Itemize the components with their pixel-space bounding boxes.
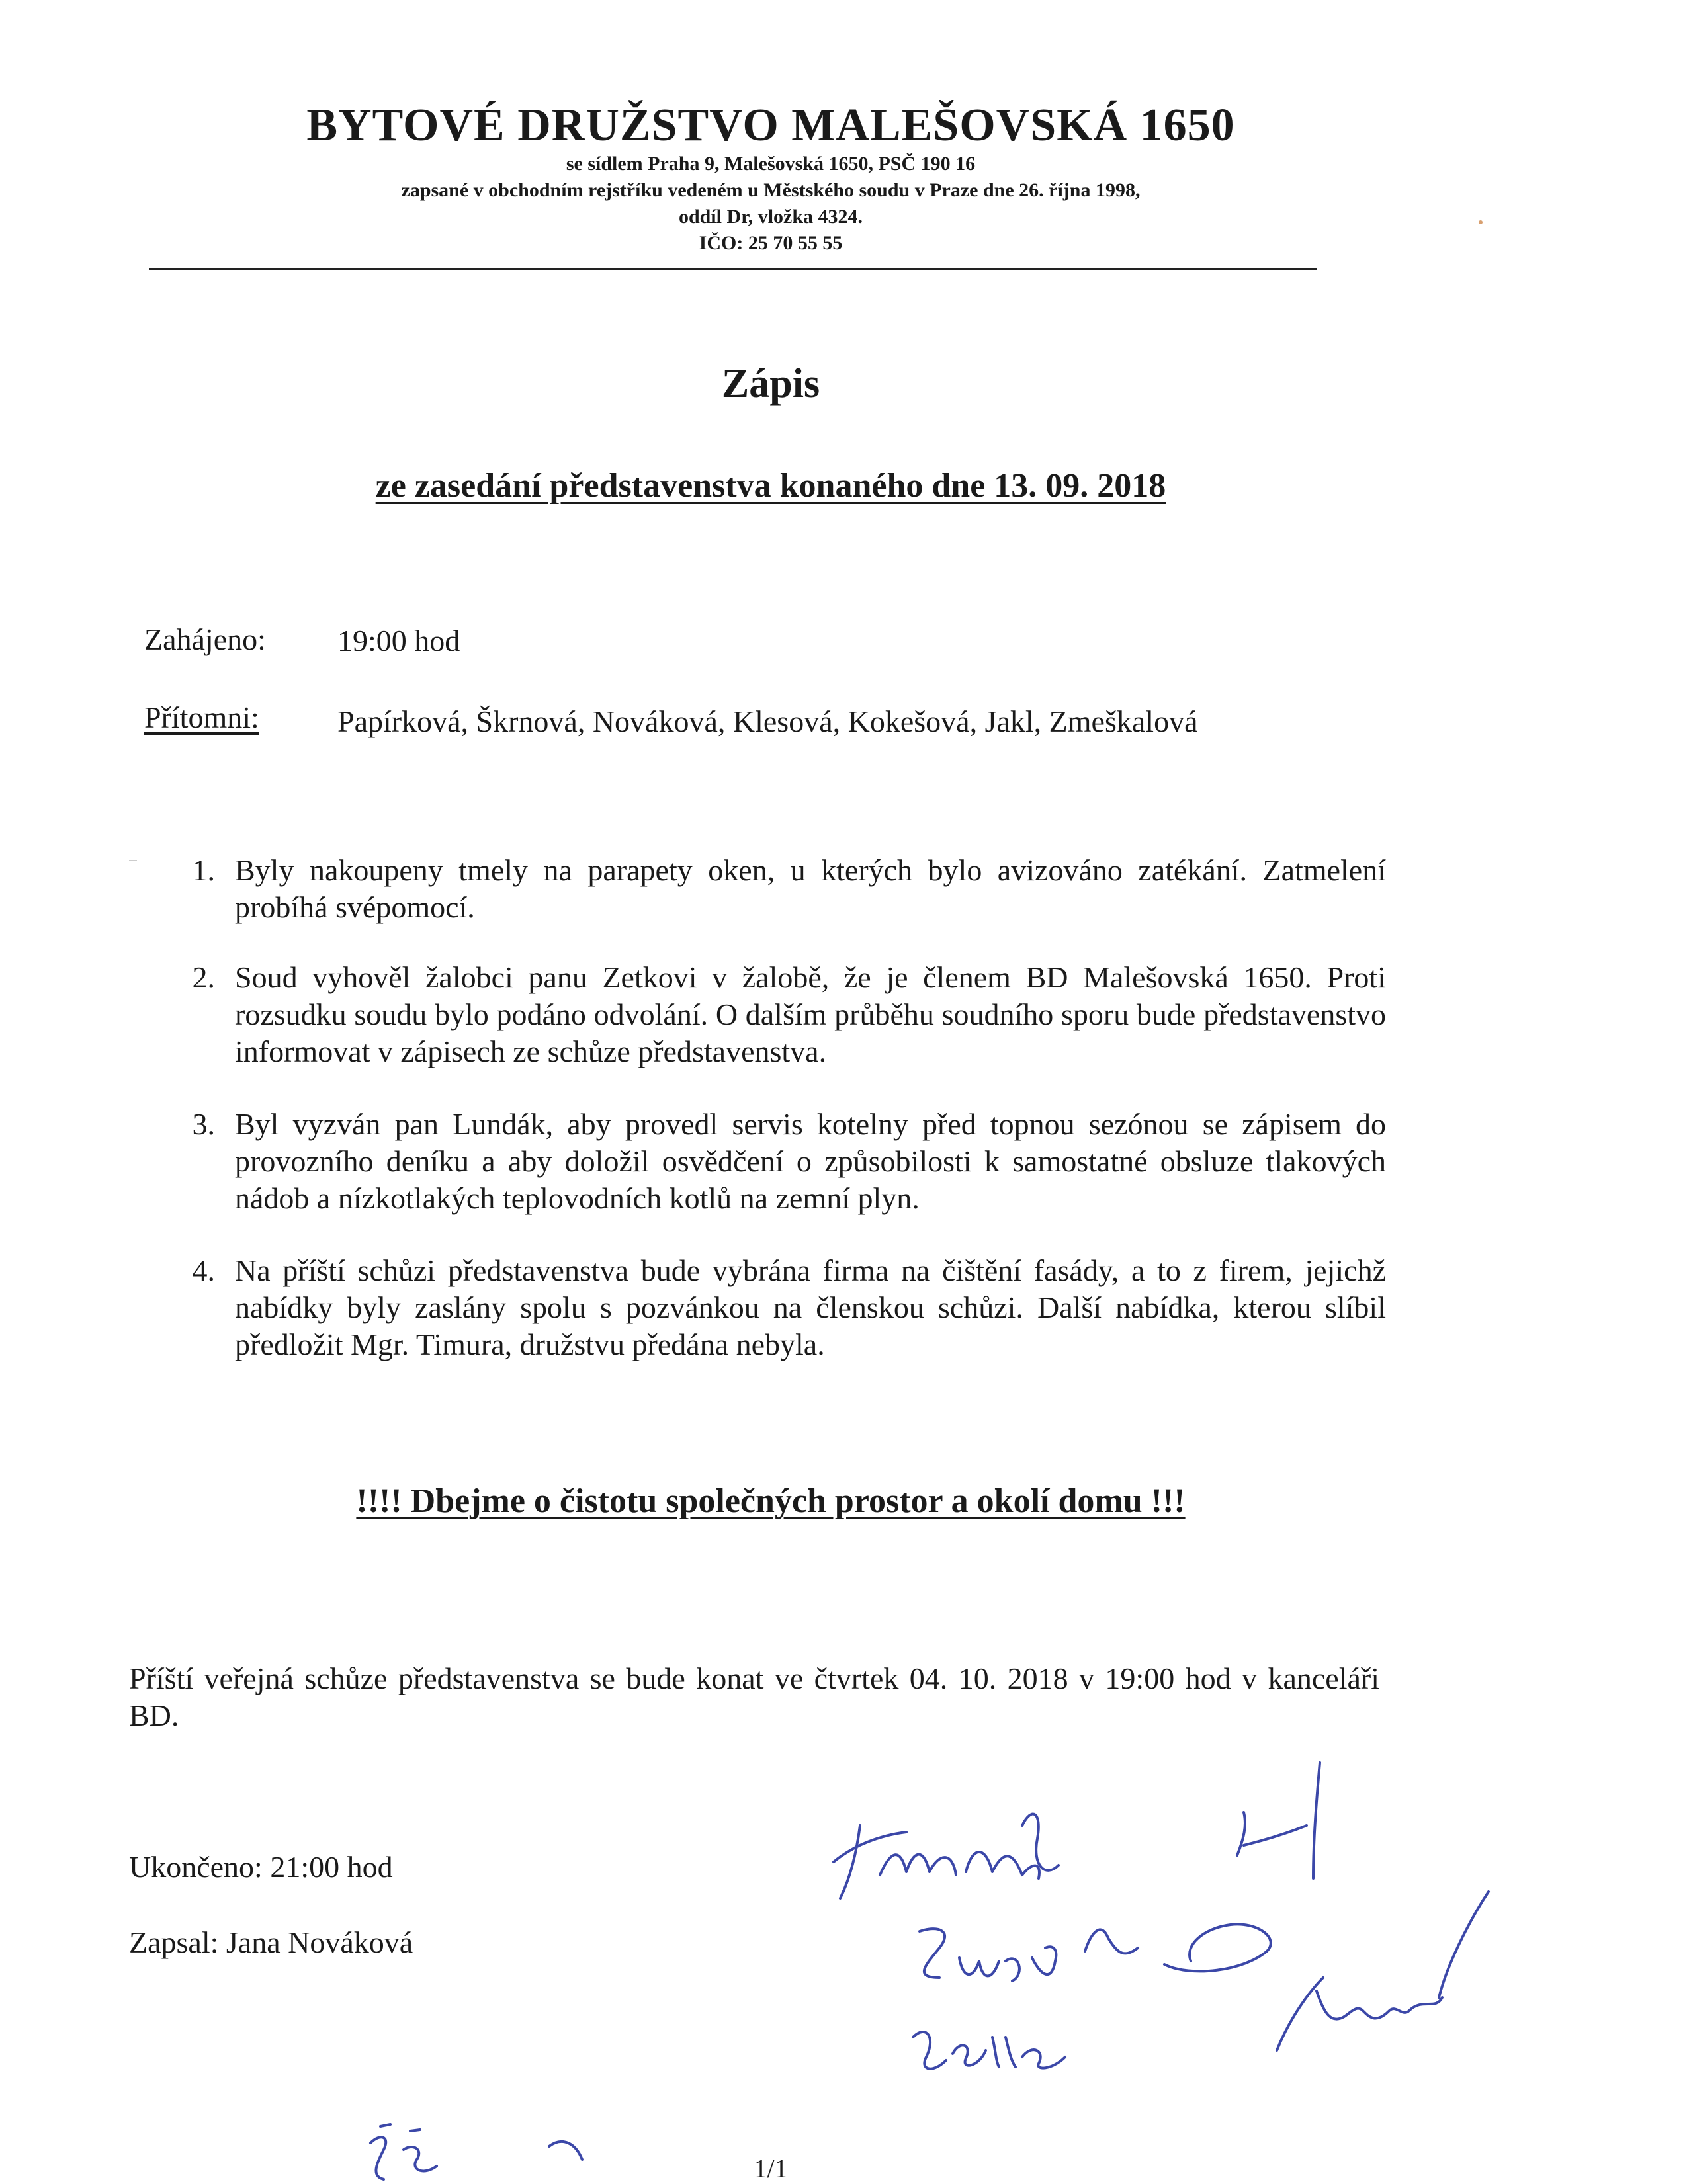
subtitle-text: ze zasedání představenstva konaného dne 13. 09. 2018 <box>375 467 1166 505</box>
organization-section: oddíl Dr, vložka 4324. <box>678 206 863 228</box>
agenda-item-text: Soud vyhověl žalobci panu Zetkovi v žalobě, že je členem BD Malešovská 1650. Proti rozsudku soudu bylo podáno odvolání. O dalším průběhu soudního sporu bude představenstvo informovat v zápisech ze schůze představenstva. <box>235 960 1386 1068</box>
signature-1 <box>834 1814 1059 1898</box>
agenda-item-number: 2. <box>192 960 215 994</box>
signature-4 <box>913 2032 1065 2069</box>
ended-time: Ukončeno: 21:00 hod <box>129 1850 393 1884</box>
present-label: Přítomni: <box>144 700 259 734</box>
agenda-item-number: 1. <box>192 853 215 887</box>
agenda-item-text: Na příští schůzi představenstva bude vybrána firma na čištění fasády, a to z firem, jejichž nabídky byly zaslány spolu s pozvánkou na členskou schůzi. Další nabídka, kterou slíbil předložit Mgr. Timura, družstvu předána nebyla. <box>235 1253 1386 1361</box>
started-value: 19:00 hod <box>337 624 460 657</box>
agenda-item-text: Byly nakoupeny tmely na parapety oken, u kterých bylo avizováno zatékání. Zatmelení probíhá svépomocí. <box>235 853 1386 924</box>
recorded-by: Zapsal: Jana Nováková <box>129 1925 413 1959</box>
agenda-item-number: 4. <box>192 1253 215 1287</box>
organization-ico: IČO: 25 70 55 55 <box>699 232 843 254</box>
organization-name: BYTOVÉ DRUŽSTVO MALEŠOVSKÁ 1650 <box>306 100 1235 151</box>
signature-5 <box>1277 1892 1489 2050</box>
organization-register: zapsané v obchodním rejstříku vedeném u Městského soudu v Praze dne 26. října 1998, <box>401 179 1141 201</box>
agenda-item-number: 3. <box>192 1107 215 1141</box>
next-meeting-text: Příští veřejná schůze představenstva se bude konat ve čtvrtek 04. 10. 2018 v 19:00 hod v kanceláři BD. <box>129 1661 1379 1732</box>
notice-text: !!!! Dbejme o čistotu společných prostor a okolí domu !!! <box>356 1482 1186 1520</box>
started-label: Zahájeno: <box>144 622 266 656</box>
agenda-item-text: Byl vyzván pan Lundák, aby provedl servis kotelny před topnou sezónou se zápisem do provozního deníku a aby doložil osvědčení o způsobilosti k samostatné obsluze tlakových nádob a nízkotlakých teplovodních kotlů na zemní plyn. <box>235 1107 1386 1215</box>
margin-mark <box>129 860 137 861</box>
signature-2 <box>1237 1763 1320 1878</box>
present-value: Papírková, Škrnová, Nováková, Klesová, Kokešová, Jakl, Zmeškalová <box>337 704 1198 738</box>
paper-speck <box>1479 220 1483 224</box>
page-number: 1/1 <box>754 2154 788 2183</box>
organization-seat: se sídlem Praha 9, Malešovská 1650, PSČ 190 16 <box>566 153 976 175</box>
document-title: Zápis <box>721 361 820 406</box>
signature-3 <box>920 1924 1271 1981</box>
